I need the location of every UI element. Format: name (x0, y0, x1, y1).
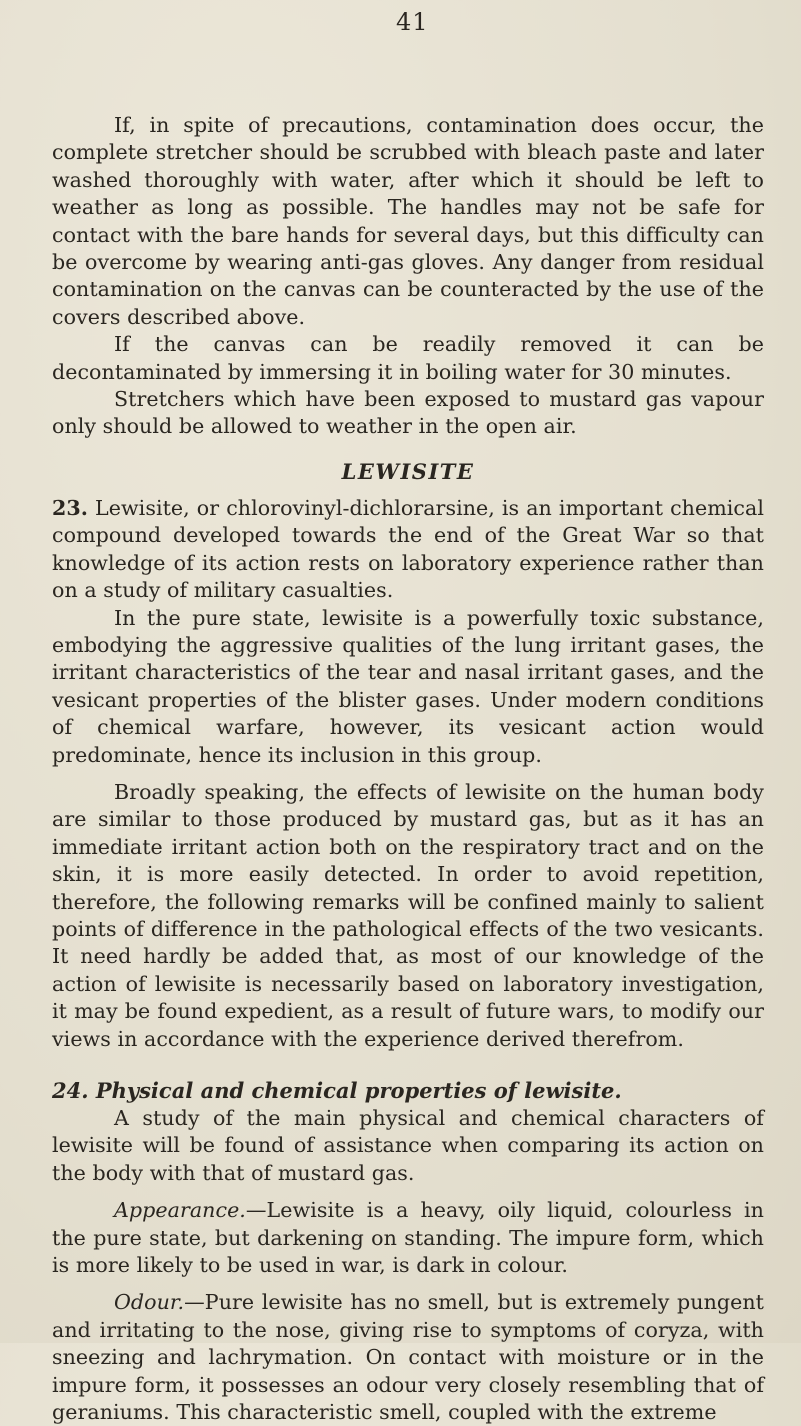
paragraph-23-pure-state: In the pure state, lewisite is a powerfully toxic substance, embodying the aggressive qualities of the lung irritant gases, the irritant characteristics of the tear and nasal irritant gases, and the vesicant properties of the blister gases. Under modern conditions of chemical warfare, however, its vesicant action would predominate, hence its inclusion in this group. (52, 605, 764, 767)
appearance-text: —Lewisite is a heavy, oily liquid, colourless in the pure state, but darkening on standing. The impure form, which is more likely to be used in war, is dark in colour. (52, 1198, 764, 1278)
paragraph-23-number: 23. (52, 495, 88, 520)
paragraph-stretcher-weathering: Stretchers which have been exposed to mustard gas vapour only should be allowed to weather in the open air. (52, 387, 764, 439)
body-text (52, 112, 764, 1426)
paragraph-23-intro (52, 495, 764, 605)
section-heading-lewisite: LEWISITE (341, 458, 475, 484)
appearance-lead: Appearance. (114, 1198, 246, 1223)
paragraph-stretcher-contamination: If, in spite of precautions, contamination does occur, the complete stretcher should be scrubbed with bleach paste and later washed thoroughly with water, after which it should be left to weather as long as possible. The handles may not be safe for contact with the bare hands for several days, but this difficulty can be overcome by wearing anti-gas gloves. Any danger from residual contamination on the canvas can be counteracted by the use of the covers described above. (52, 113, 764, 329)
odour-lead: Odour. (114, 1290, 185, 1315)
odour-text: —Pure lewisite has no smell, but is extremely pungent and irritating to the nose, giving rise to symptoms of coryza, with sneezing and lachrymation. On contact with moisture or in the impure form, it possesses an odour very closely resembling that of geraniums. This characteristic smell, coupled with the extreme (52, 1290, 764, 1425)
paragraph-24-study: A study of the main physical and chemical characters of lewisite will be found of assistance when comparing its action on the body with that of mustard gas. (52, 1106, 764, 1185)
paragraph-23-effects: Broadly speaking, the effects of lewisite on the human body are similar to those produced by mustard gas, but as it has an immediate irritant action both on the respiratory tract and on the skin, it is more easily detected. In order to avoid repetition, therefore, the following remarks will be confined mainly to salient points of difference in the pathological effects of the two vesicants. It need hardly be added that, as most of our knowledge of the action of lewisite is necessarily based on laboratory investigation, it may be found expedient, as a result of future wars, to modify our views in accordance with the experience derived therefrom. (52, 779, 764, 1051)
paragraph-23-text: Lewisite, or chlorovinyl-dichlorarsine, is an important chemical compound developed towards the end of the Great War so that knowledge of its action rests on laboratory experience rather than on a study of military casualties. (52, 495, 764, 603)
section-heading-24: 24. Physical and chemical properties of lewisite. (52, 1078, 622, 1103)
paragraph-canvas-decontamination: If the canvas can be readily removed it can be decontaminated by immersing it in boiling water for 30 minutes. (52, 332, 764, 384)
paragraph-appearance (52, 1197, 764, 1279)
paragraph-odour (52, 1289, 764, 1426)
page-number: 41 (396, 8, 429, 36)
